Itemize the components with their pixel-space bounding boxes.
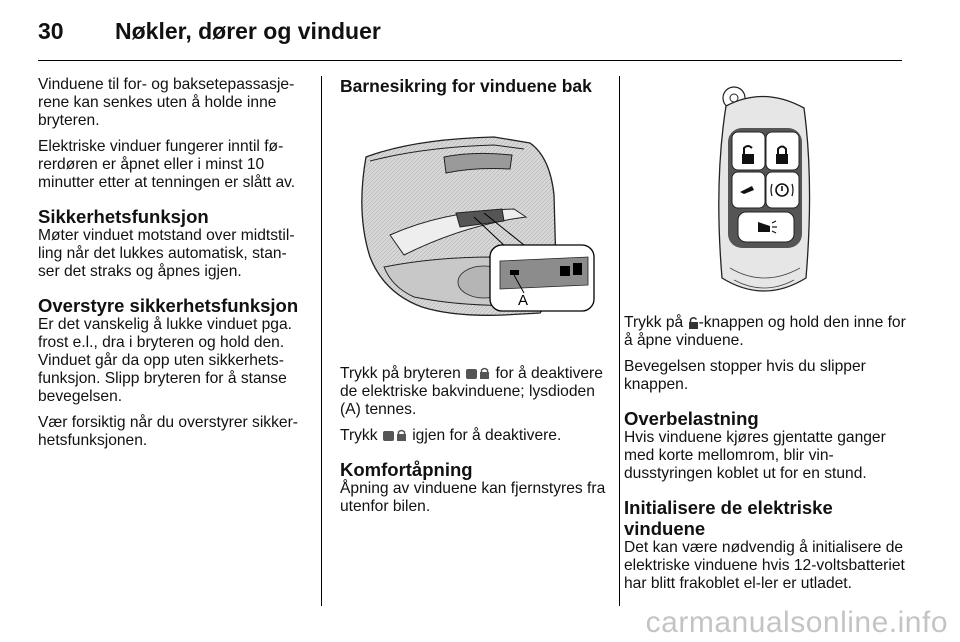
text-run: Trykk på (624, 314, 684, 331)
paragraph: Hvis vinduene kjøres gjentatte ganger med korte mellomrom, blir vin-dusstyringen koblet ut for en stund. (624, 429, 886, 482)
paragraph: Vær forsiktig når du overstyrer sikker-hetsfunksjonen. (38, 414, 298, 449)
paragraph (340, 427, 606, 445)
text-run: Trykk (340, 427, 378, 444)
text-run: igjen for å deaktivere. (412, 427, 562, 444)
section-heading: Barnesikring for vinduene bak (340, 76, 592, 96)
key-fob-illustration (708, 82, 820, 308)
paragraph: Elektriske vinduer fungerer inntil fø-rerdøren er åpnet eller i minst 10 minutter etter at tenningen er slått av. (38, 138, 296, 191)
paragraph: Åpning av vinduene kan fjernstyres fra utenfor bilen. (340, 480, 606, 515)
unlock-icon (688, 316, 699, 329)
paragraph: Bevegelsen stopper hvis du slipper knappen. (624, 358, 866, 393)
figure-label-a: A (518, 292, 529, 309)
column-divider (321, 76, 322, 606)
column-right (624, 76, 910, 601)
child-lock-icon (382, 429, 408, 442)
paragraph (340, 365, 606, 419)
page-title: Nøkler, dører og vinduer (115, 18, 381, 44)
child-lock-icon (465, 367, 491, 380)
section-heading: Overstyre sikkerhetsfunksjon (38, 295, 299, 316)
text-run: Trykk på bryteren (340, 365, 461, 382)
page-number: 30 (38, 18, 64, 44)
paragraph (624, 314, 910, 350)
section-heading: Sikkerhetsfunksjon (38, 206, 209, 227)
paragraph: Vinduene til for- og baksetepassasje-rene kan senkes uten å holde inne bryteren. (38, 76, 295, 129)
paragraph: Møter vinduet motstand over midtstil-ling når det lukkes automatisk, stan-ser det straks og åpnes igjen. (38, 227, 295, 280)
text-run: for å deaktivere de elektriske bakvinduene; lysdioden (A) tennes. (340, 365, 603, 418)
column-middle (340, 76, 606, 524)
section-heading: Komfortåpning (340, 459, 473, 480)
column-left (38, 76, 306, 458)
text-run: -knappen og hold den inne for å åpne vinduene. (624, 314, 906, 349)
column-divider (619, 76, 620, 606)
section-heading: Initialisere de elektriske vinduene (624, 497, 833, 539)
section-heading: Overbelastning (624, 408, 759, 429)
watermark: carmanualsonline.info (645, 606, 948, 639)
page-header (38, 14, 902, 61)
paragraph: Er det vanskelig å lukke vinduet pga. frost e.l., dra i bryteren og hold den. Vinduet går da opp uten sikkerhets-funksjon. Slipp bryteren for å stanse bevegelsen. (38, 316, 292, 405)
door-panel-illustration (344, 117, 600, 347)
paragraph: Det kan være nødvendig å initialisere de elektriske vinduene hvis 12-voltsbatteriet har blitt frakoblet el-ler er utladet. (624, 539, 905, 592)
